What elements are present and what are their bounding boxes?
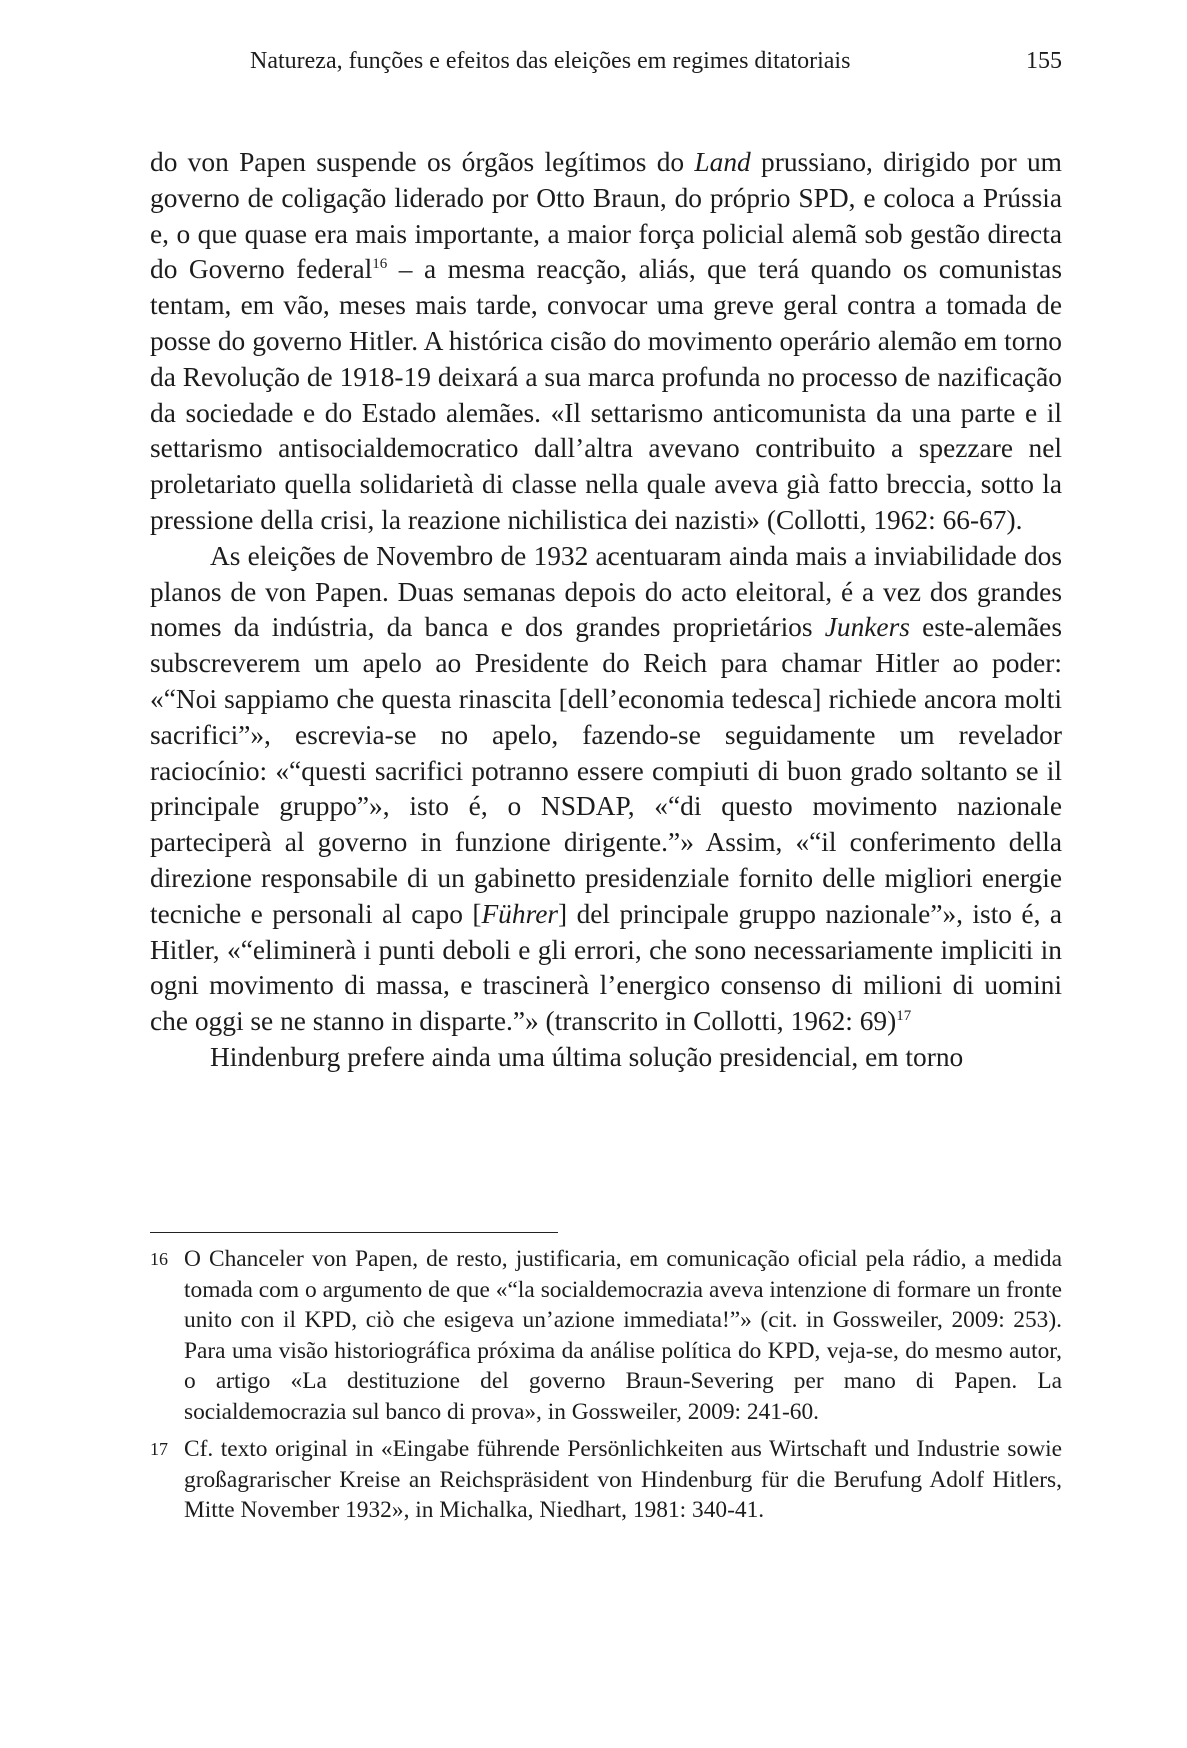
paragraph-2-text-c: este-alemães subscreverem um apelo ao Presidente do Reich para chamar Hitler ao poder: «“Noi sappiamo che questa rinascita [dell’economia tedesca] richiede ancora molti sacrifici”», escrevia-se no apelo, fazendo-se seguidamente um revelador raciocínio: «“questi sacrifici potranno essere compiuti di buon grado soltanto se il principale gruppo”», isto é, o NSDAP, «“di questo movimento nazionale parteciperà al governo in funzione dirigente.”» Assim, «“il conferimento della direzione responsabile di un gabinetto presidenziale fornito delle migliori energie tecniche e personali al capo [ xyxy=(150,612,1062,929)
footnote-number: 16 xyxy=(150,1249,168,1269)
footnote-17 xyxy=(150,1434,1062,1526)
paragraph-3: Hindenburg prefere ainda uma última solução presidencial, em torno xyxy=(210,1041,964,1072)
page-number: 155 xyxy=(1026,48,1062,74)
footnote-16 xyxy=(150,1244,1062,1427)
footnote-number: 17 xyxy=(150,1439,168,1459)
footnote-divider xyxy=(150,1232,558,1233)
paragraph-1-text-c: prussiano, dirigido por um governo de coligação liderado por Otto Braun, do próprio SPD, e coloca a Prússia e, o que quase era mais importante, a maior força policial alemã sob gestão directa do Governo federal xyxy=(150,147,1062,285)
footnote-ref-16[interactable]: 16 xyxy=(372,256,388,273)
main-text xyxy=(150,145,1062,1076)
paragraph-1-text-a: do von Papen suspende os órgãos legítimos do xyxy=(150,147,695,177)
footnote-text: Cf. texto original in «Eingabe führende Persönlichkeiten aus Wirtschaft und Industrie sowie großagrarischer Kreise an Reichspräsident von Hindenburg für die Berufung Adolf Hitlers, Mitte November 1932», in Michalka, Niedhart, 1981: 340-41. xyxy=(184,1436,1062,1523)
paragraph-1-italic-land: Land xyxy=(694,147,751,177)
footnote-text: O Chanceler von Papen, de resto, justificaria, em comunicação oficial pela rádio, a medida tomada com o argumento de que «“la socialdemocrazia aveva intenzione di formare un fronte unito con il KPD, ciò che esigeva un’azione immediata!”» (cit. in Gossweiler, 2009: 253). Para uma visão historiográfica próxima da análise política do KPD, veja-se, do mesmo autor, o artigo «La destituzione del governo Braun-Severing per mano di Papen. La socialdemocrazia sul banco di prova», in Gossweiler, 2009: 241-60. xyxy=(184,1246,1062,1425)
paragraph-2-italic-junkers: Junkers xyxy=(824,612,910,643)
footnote-ref-17[interactable]: 17 xyxy=(896,1008,912,1024)
paragraph-2-text-a: As eleições de Novembro de 1932 acentuaram ainda mais a inviabilidade dos planos de von Papen. Duas semanas depois do acto eleitoral, é a vez dos grandes nomes da indústria, da banca e dos grandes proprietários xyxy=(150,540,1062,643)
paragraph-1-text-d: – a mesma reacção, aliás, que terá quando os comunistas tentam, em vão, meses mais tarde, convocar uma greve geral contra a tomada de posse do governo Hitler. A histórica cisão do movimento operário alemão em torno da Revolução de 1918-19 deixará a sua marca profunda no processo de nazificação da sociedade e do Estado alemães. «Il settarismo anticomunista da una parte e il settarismo antisocialdemocratico dall’altra avevano contribuito a spezzare nel proletariato quella solidarietà di classe nella quale aveva già fatto breccia, sotto la pressione della crisi, la reazione nichilistica dei nazisti» (Collotti, 1962: 66-67). xyxy=(150,254,1062,535)
paragraph-2 xyxy=(150,539,1062,1040)
paragraph-2-text-e: ] del principale gruppo nazionale”», isto é, a Hitler, «“eliminerà i punti deboli e gli errori, che sono necessariamente impliciti in ogni movimento di massa, e trascinerà l’energico consenso di milioni di uomini che oggi se ne stanno in disparte.”» (transcrito in Collotti, 1962: 69) xyxy=(150,898,1062,1037)
paragraph-1 xyxy=(150,145,1062,539)
paragraph-2-italic-fuhrer: Führer xyxy=(481,898,559,929)
footnotes xyxy=(150,1244,1062,1533)
running-title: Natureza, funções e efeitos das eleições em regimes ditatoriais xyxy=(250,48,851,74)
